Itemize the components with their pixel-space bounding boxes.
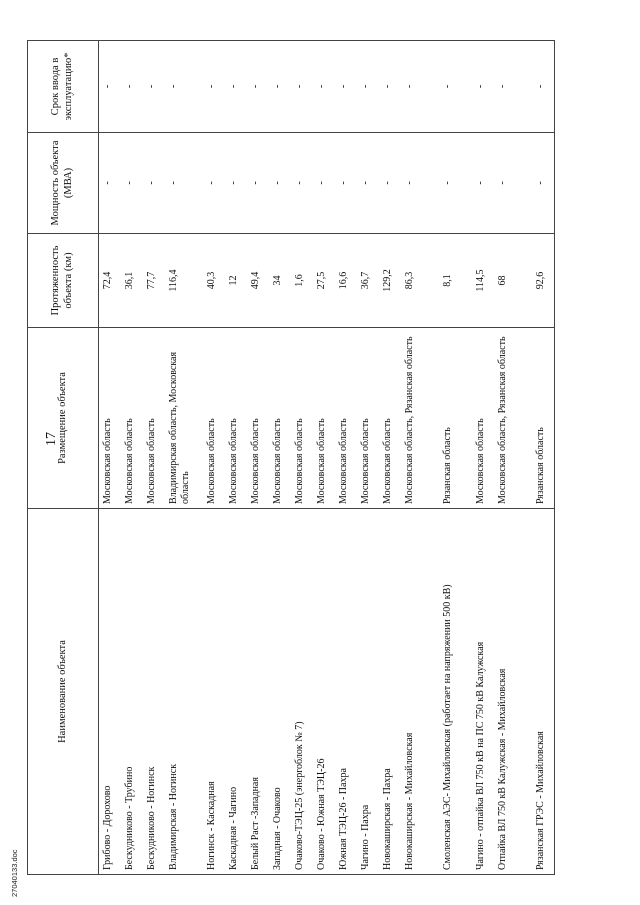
table-row xyxy=(434,41,472,875)
cell-power: - xyxy=(143,133,165,234)
cell-location: Московская область, Рязанская область xyxy=(401,328,434,509)
objects-table xyxy=(27,40,555,875)
cell-term: - xyxy=(527,41,555,133)
table-row xyxy=(247,41,269,875)
cell-location: Московская область xyxy=(198,328,225,509)
header-power: Мощность объекта (МВА) xyxy=(28,133,99,234)
cell-term: - xyxy=(357,41,379,133)
cell-name: Бескудниково - Ногинск xyxy=(143,509,165,875)
cell-location: Московская область xyxy=(379,328,401,509)
cell-name: Очаково-ТЭЦ-25 (энергоблок № 7) xyxy=(291,509,313,875)
cell-length: 49,4 xyxy=(247,234,269,328)
cell-power: - xyxy=(269,133,291,234)
cell-location: Московская область xyxy=(357,328,379,509)
cell-power: - xyxy=(379,133,401,234)
cell-location: Рязанская область xyxy=(434,328,472,509)
cell-power: - xyxy=(357,133,379,234)
cell-location: Московская область xyxy=(335,328,357,509)
document-filename: 27040133.doc xyxy=(10,849,19,897)
cell-term: - xyxy=(247,41,269,133)
cell-term: - xyxy=(494,41,527,133)
cell-location: Московская область xyxy=(269,328,291,509)
cell-term: - xyxy=(225,41,247,133)
table-header-row xyxy=(28,41,99,875)
cell-location: Рязанская область xyxy=(527,328,555,509)
cell-location: Московская область xyxy=(313,328,335,509)
cell-name: Чагино - Пахра xyxy=(357,509,379,875)
cell-name: Отпайка ВЛ 750 кВ Калужская - Михайловская xyxy=(494,509,527,875)
cell-term: - xyxy=(379,41,401,133)
table-row xyxy=(335,41,357,875)
cell-term: - xyxy=(335,41,357,133)
cell-length: 16,6 xyxy=(335,234,357,328)
cell-location: Московская область xyxy=(247,328,269,509)
cell-term: - xyxy=(198,41,225,133)
cell-power: - xyxy=(472,133,494,234)
cell-term: - xyxy=(165,41,198,133)
cell-power: - xyxy=(313,133,335,234)
table-row xyxy=(165,41,198,875)
cell-name: Новокаширская - Михайловская xyxy=(401,509,434,875)
cell-name: Бескудниково - Трубино xyxy=(121,509,143,875)
table-row xyxy=(143,41,165,875)
cell-power: - xyxy=(225,133,247,234)
cell-power: - xyxy=(165,133,198,234)
table-row xyxy=(494,41,527,875)
cell-term: - xyxy=(99,41,122,133)
cell-location: Московская область xyxy=(225,328,247,509)
cell-length: 27,5 xyxy=(313,234,335,328)
cell-length: 34 xyxy=(269,234,291,328)
cell-term: - xyxy=(121,41,143,133)
header-length: Протяженность объекта (км) xyxy=(28,234,99,328)
header-location: Размещение объекта xyxy=(28,328,99,509)
table-row xyxy=(379,41,401,875)
cell-length: 1,6 xyxy=(291,234,313,328)
cell-power: - xyxy=(527,133,555,234)
cell-name: Западная - Очаково xyxy=(269,509,291,875)
cell-term: - xyxy=(472,41,494,133)
cell-location: Московская область xyxy=(121,328,143,509)
table-row xyxy=(313,41,335,875)
cell-power: - xyxy=(121,133,143,234)
cell-name: Каскадная - Чагино xyxy=(225,509,247,875)
cell-name: Чагино - отпайка ВЛ 750 кВ на ПС 750 кВ Калужская xyxy=(472,509,494,875)
cell-term: - xyxy=(401,41,434,133)
cell-power: - xyxy=(247,133,269,234)
cell-length: 129,2 xyxy=(379,234,401,328)
cell-length: 77,7 xyxy=(143,234,165,328)
cell-term: - xyxy=(143,41,165,133)
cell-name: Южная ТЭЦ-26 - Пахра xyxy=(335,509,357,875)
cell-name: Очаково - Южная ТЭЦ-26 xyxy=(313,509,335,875)
cell-location: Московская область xyxy=(143,328,165,509)
table-row xyxy=(472,41,494,875)
cell-length: 68 xyxy=(494,234,527,328)
cell-length: 114,5 xyxy=(472,234,494,328)
cell-length: 40,3 xyxy=(198,234,225,328)
cell-length: 72,4 xyxy=(99,234,122,328)
cell-power: - xyxy=(335,133,357,234)
cell-name: Рязанская ГРЭС - Михайловская xyxy=(527,509,555,875)
page-number: 17 xyxy=(44,432,59,446)
table-row xyxy=(291,41,313,875)
cell-power: - xyxy=(494,133,527,234)
table-row xyxy=(121,41,143,875)
cell-power: - xyxy=(291,133,313,234)
cell-location: Московская область, Рязанская область xyxy=(494,328,527,509)
table-row xyxy=(527,41,555,875)
cell-power: - xyxy=(401,133,434,234)
cell-length: 12 xyxy=(225,234,247,328)
header-name: Наименование объекта xyxy=(28,509,99,875)
cell-power: - xyxy=(198,133,225,234)
cell-location: Московская область xyxy=(291,328,313,509)
cell-length: 92,6 xyxy=(527,234,555,328)
cell-length: 86,3 xyxy=(401,234,434,328)
cell-location: Московская область xyxy=(472,328,494,509)
cell-name: Владимирская - Ногинск xyxy=(165,509,198,875)
cell-name: Белый Раст -Западная xyxy=(247,509,269,875)
table-row xyxy=(401,41,434,875)
table-row xyxy=(99,41,122,875)
table-row xyxy=(225,41,247,875)
header-term: Срок ввода в эксплуатацию* xyxy=(28,41,99,133)
cell-term: - xyxy=(291,41,313,133)
cell-length: 36,7 xyxy=(357,234,379,328)
cell-length: 8,1 xyxy=(434,234,472,328)
cell-name: Ногинск - Каскадная xyxy=(198,509,225,875)
cell-term: - xyxy=(269,41,291,133)
cell-term: - xyxy=(313,41,335,133)
cell-location: Московская область xyxy=(99,328,122,509)
table-row xyxy=(198,41,225,875)
cell-name: Смоленская АЭС- Михайловская (работает на напряжении 500 кВ) xyxy=(434,509,472,875)
table-row xyxy=(269,41,291,875)
table-row xyxy=(357,41,379,875)
cell-power: - xyxy=(99,133,122,234)
cell-location: Владимирская область, Московская область xyxy=(165,328,198,509)
cell-name: Новокаширская - Пахра xyxy=(379,509,401,875)
cell-term: - xyxy=(434,41,472,133)
cell-length: 116,4 xyxy=(165,234,198,328)
cell-length: 36,1 xyxy=(121,234,143,328)
cell-name: Грибово - Дорохово xyxy=(99,509,122,875)
cell-power: - xyxy=(434,133,472,234)
